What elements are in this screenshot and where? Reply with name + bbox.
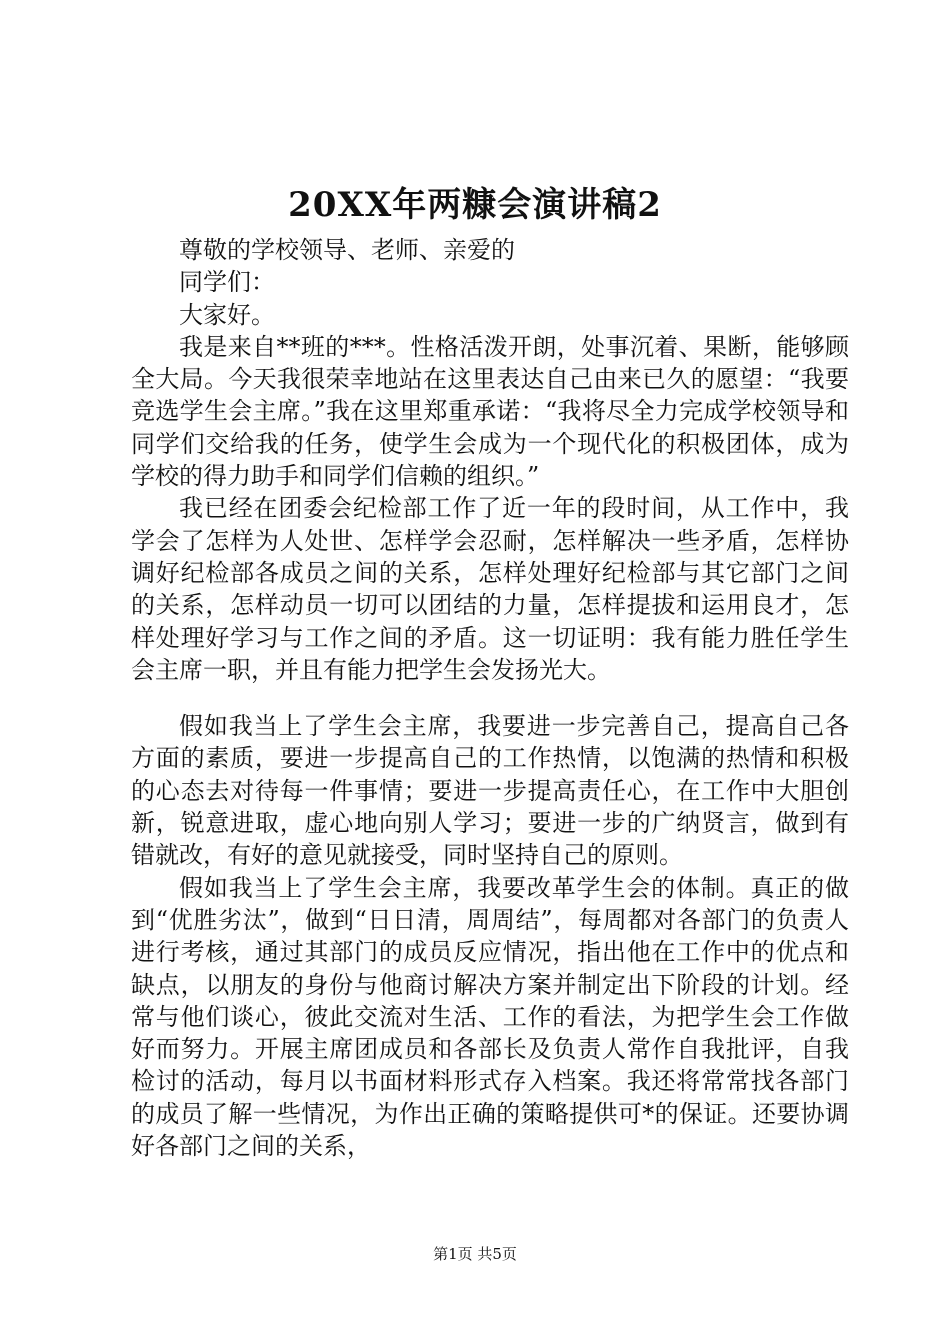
document-body (131, 234, 849, 1162)
paragraph-reform: 假如我当上了学生会主席，我要改革学生会的体制。真正的做到“优胜劣汰”，做到“日日清，周周结”，每周都对各部门的负责人进行考核，通过其部门的成员反应情况，指出他在工作中的优点和缺点，以朋友的身份与他商讨解决方案并制定出下阶段的计划。经常与他们谈心，彼此交流对生活、工作的看法，为把学生会工作做好而努力。开展主席团成员和各部长及负责人常作自我批评，自我检讨的活动，每月以书面材料形式存入档案。我还将常常找各部门的成员了解一些情况，为作出正确的策略提供可*的保证。还要协调好各部门之间的关系， (131, 873, 849, 1161)
document-title: 20XX年两糠会演讲稿2 (288, 185, 662, 225)
paragraph-self-improvement: 假如我当上了学生会主席，我要进一步完善自己，提高自己各方面的素质，要进一步提高自己的工作热情，以饱满的热情和积极的心态去对待每一件事情；要进一步提高责任心，在工作中大胆创新，锐意进取，虚心地向别人学习；要进一步的广纳贤言，做到有错就改，有好的意见就接受，同时坚持自己的原则。 (131, 712, 849, 870)
paragraph-introduction: 我是来自**班的***。性格活泼开朗，处事沉着、果断，能够顾全大局。今天我很荣幸地站在这里表达自己由来已久的愿望：“我要竞选学生会主席。”我在这里郑重承诺：“我将尽全力完成学校领导和同学们交给我的任务，使学生会成为一个现代化的积极团体，成为学校的得力助手和同学们信赖的组织。” (131, 332, 849, 491)
paragraph-experience: 我已经在团委会纪检部工作了近一年的段时间，从工作中，我学会了怎样为人处世、怎样学会忍耐，怎样解决一些矛盾，怎样协调好纪检部各成员之间的关系，怎样处理好纪检部与其它部门之间的关系，怎样动员一切可以团结的力量，怎样提拔和运用良才，怎样处理好学习与工作之间的矛盾。这一切证明：我有能力胜任学生会主席一职，并且有能力把学生会发扬光大。 (131, 494, 849, 684)
salutation-line-1: 尊敬的学校领导、老师、亲爱的 (179, 236, 515, 264)
page-number-footer: 第1页 共5页 (433, 1245, 517, 1263)
greeting: 大家好。 (179, 300, 275, 329)
salutation-line-2: 同学们： (179, 268, 275, 297)
